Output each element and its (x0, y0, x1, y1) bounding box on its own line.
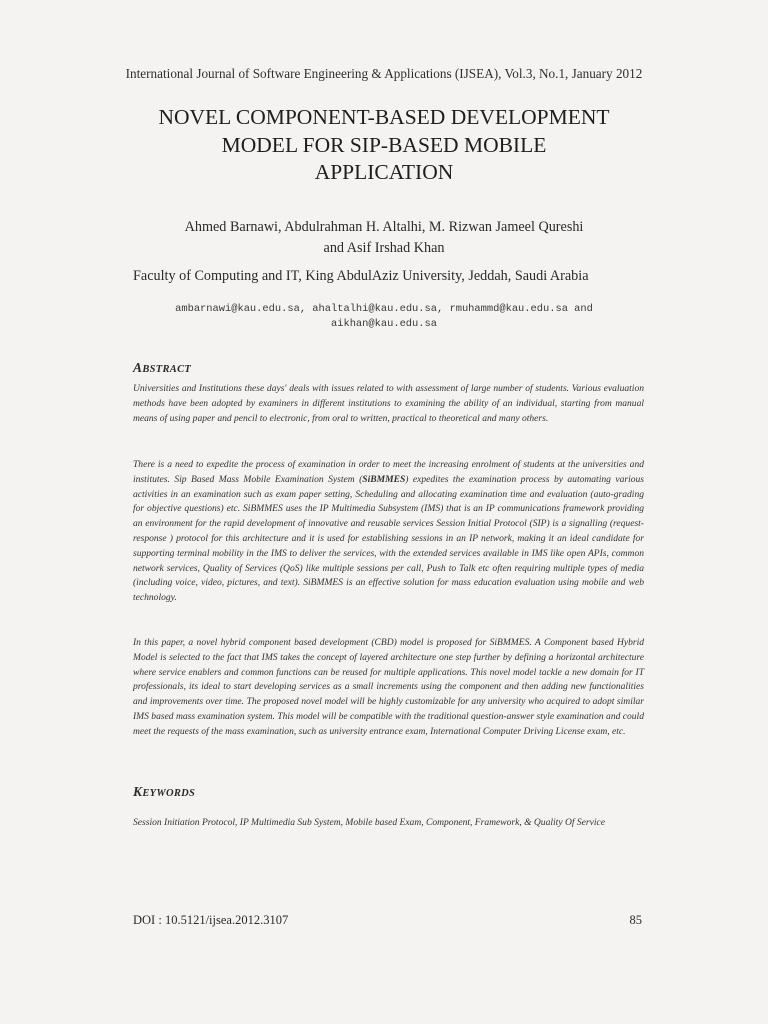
abstract-p2-start: There is a need to expedite the process of examination in order to meet the increasing enrolment of students at the universities and institutes. Sip Based Mass Mobile Examination System ( (133, 459, 644, 485)
keywords-heading-rest: EYWORDS (142, 788, 196, 799)
author-emails (100, 302, 668, 332)
journal-running-header: International Journal of Software Engineering & Applications (IJSEA), Vol.3, No.1, January 2012 (125, 66, 643, 81)
footer-doi: DOI : 10.5121/ijsea.2012.3107 (133, 913, 289, 927)
emails-line-2: aikhan@kau.edu.sa (330, 318, 437, 330)
author-list (90, 217, 678, 259)
abstract-p2-end: ) expedites the examination process by automating various activities in an examination such as exam paper setting, Scheduling and allocating examination time and evaluation (auto-grading for objective questions) etc. SiBMMES uses the IP Multimedia Subsystem (IMS) that is an IP communications framework providing an environment for the rapid development of innovative and reusable services Session Initial Protocol (SIP) is a signalling (request-response ) protocol for this architecture and it is used for establishing sessions in an IP network, making it an ideal candidate for supporting terminal mobility in the IMS to deliver the services, with the extended services available in IMS like open APIs, common network services, Quality of Services (QoS) like multiple sessions per call, Push to Talk etc often requiring multiple types of media (including voice, video, pictures, and text). SiBMMES is an effective solution for mass education evaluation using mobile and web technology. (133, 473, 645, 604)
title-line-3: APPLICATION (314, 160, 454, 184)
footer-page-number: 85 (629, 913, 642, 927)
abstract-heading-rest: BSTRACT (142, 364, 192, 375)
abstract-heading (133, 360, 191, 376)
abstract-paragraph-1: Universities and Institutions these days' deals with issues related to with assessment of large number of students. Various evaluation methods have been adopted by examiners in different institutions to examining the ability of an individual, starting from manual means of using paper and pencil to electronic, from oral to written, practical to theoretical and many others. (133, 383, 644, 424)
abstract-heading-initial: A (133, 360, 143, 375)
abstract-paragraph-3: In this paper, a novel hybrid component based development (CBD) model is proposed for SiBMMES. A Component based Hybrid Model is selected to the fact that IMS takes the concept of layered architecture one step further by defining a horizontal architecture where service enablers and common functions can be reused for multiple applications. This novel model tackle a new domain for IT professionals, its ideal to start developing services as a small increments using the component and then adding new functionalities and improvements over time. The proposed novel model will be highly customizable for any university who acquired to adopt similar IMS based mass examination system. This model will be compatible with the traditional question-answer style examination and could meet the requests of the mass examination, such as university entrance exam, International Computer Driving License exam, etc. (133, 637, 644, 737)
keywords-heading-initial: K (133, 784, 143, 799)
title-line-2: MODEL FOR SIP-BASED MOBILE (221, 132, 547, 157)
author-affiliation: Faculty of Computing and IT, King AbdulAziz University, Jeddah, Saudi Arabia (133, 268, 589, 284)
abstract-p2-acronym: SiBMMES (362, 473, 406, 485)
keywords-heading (133, 784, 195, 800)
title-line-1: NOVEL COMPONENT-BASED DEVELOPMENT (158, 105, 610, 129)
abstract-paragraph-2 (133, 458, 644, 606)
emails-line-1: ambarnawi@kau.edu.sa, ahaltalhi@kau.edu.sa, rmuhammd@kau.edu.sa and (175, 303, 593, 315)
paper-title (90, 104, 678, 187)
authors-line-2: and Asif Irshad Khan (323, 240, 445, 256)
keywords-text: Session Initiation Protocol, IP Multimedia Sub System, Mobile based Exam, Component, Framework, & Quality Of Service (133, 817, 605, 828)
authors-line-1: Ahmed Barnawi, Abdulrahman H. Altalhi, M. Rizwan Jameel Qureshi (184, 219, 584, 235)
